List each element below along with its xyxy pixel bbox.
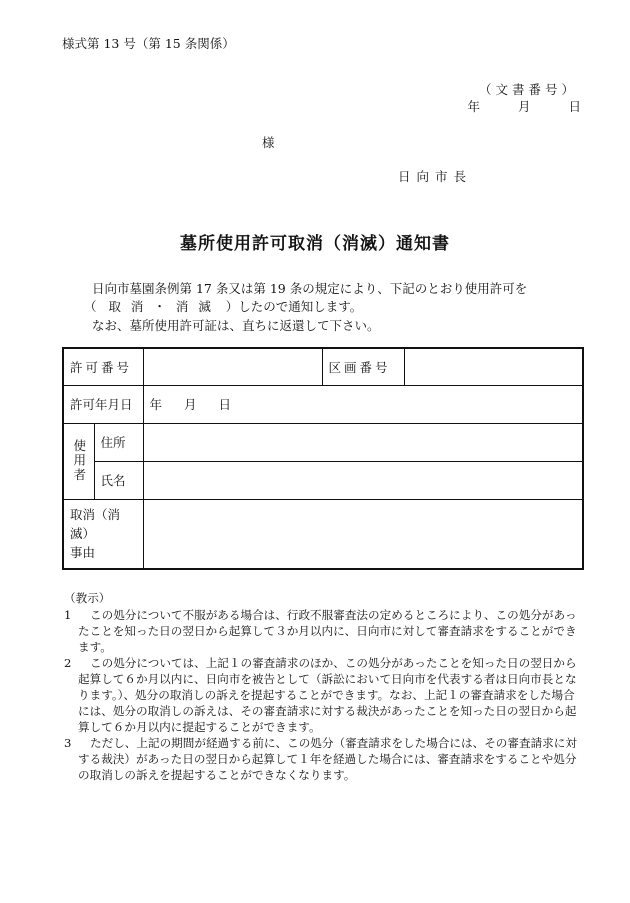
permit-number-row <box>63 348 583 385</box>
permit-date-row <box>63 385 583 423</box>
appeal-notice <box>64 590 586 783</box>
user-address-row <box>63 423 583 461</box>
document-title: 墓所使用許可取消（消滅）通知書 <box>180 234 450 254</box>
reason-row <box>63 499 583 569</box>
appeal-notice-item <box>64 735 586 783</box>
reason-label <box>63 499 143 569</box>
permit-number-field[interactable] <box>143 348 322 385</box>
date-month-label: 月 <box>517 99 531 114</box>
appeal-notice-item <box>64 607 586 655</box>
permit-info-table <box>62 347 584 570</box>
addressee-suffix: 様 <box>262 135 275 150</box>
user-label-text: 使用者 <box>71 439 87 483</box>
appeal-item-text: この処分については、上記１の審査請求のほか、この処分があったことを知った日の翌日から起算して６か月以内に、日向市を被告として（訴訟において日向市を代表する者は日向市長となります。）、処分の取消しの訴えを提起することができます。なお、上記１の審査請求をした場合には、処分の取消しの訴えは、その審査請求に対する裁決があったことを知った日の翌日から起算して６か月以内に提起することができます。 <box>78 656 577 734</box>
permit-date-month: 月 <box>184 397 197 412</box>
permit-number-label: 許可番号 <box>63 348 143 385</box>
user-label <box>63 423 94 499</box>
document-number: （文書番号） <box>478 82 578 97</box>
choice-open-paren: （ <box>84 299 97 314</box>
body-line-1: 日向市墓園条例第 17 条又は第 19 条の規定により、下記のとおり使用許可を <box>92 281 528 296</box>
issuer: 日向市長 <box>398 169 473 184</box>
name-label: 氏名 <box>94 461 143 499</box>
form-number: 様式第 13 号（第 15 条関係） <box>62 36 235 51</box>
reason-field[interactable] <box>143 499 583 569</box>
cancel-or-expire-choice: 取 消 ・ 消 滅 <box>108 299 214 314</box>
plot-number-field[interactable] <box>404 348 583 385</box>
plot-number-label: 区画番号 <box>322 348 404 385</box>
date-day-label: 日 <box>568 99 581 114</box>
name-field[interactable] <box>143 461 583 499</box>
appeal-item-number: 1 <box>64 608 72 622</box>
body-line-2 <box>84 297 362 315</box>
issue-date <box>467 97 581 115</box>
appeal-item-text: ただし、上記の期間が経過する前に、この処分（審査請求をした場合には、その審査請求に対する裁決）があった日の翌日から起算して１年を経過した場合には、審査請求をすることや処分の取消しの訴えを提起することができなくなります。 <box>78 736 577 782</box>
appeal-notice-heading: （教示） <box>64 591 111 605</box>
appeal-item-number: 2 <box>64 656 72 670</box>
reason-label-line-1: 取消（消滅） <box>70 507 121 542</box>
body-line-3: なお、墓所使用許可証は、直ちに返還して下さい。 <box>92 318 380 333</box>
address-field[interactable] <box>143 423 583 461</box>
date-year-label: 年 <box>467 99 480 114</box>
body-line-2-tail: ）したので通知します。 <box>225 299 363 314</box>
address-label: 住所 <box>94 423 143 461</box>
permit-date-label: 許可年月日 <box>63 385 143 423</box>
permit-date-year: 年 <box>149 397 163 412</box>
user-name-row <box>63 461 583 499</box>
appeal-item-number: 3 <box>64 736 72 750</box>
appeal-notice-item <box>64 655 586 735</box>
permit-date-day: 日 <box>218 397 232 412</box>
reason-label-line-2: 事由 <box>70 545 96 561</box>
permit-date-field[interactable] <box>143 385 583 423</box>
appeal-item-text: この処分について不服がある場合は、行政不服審査法の定めるところにより、この処分があったことを知った日の翌日から起算して３か月以内に、日向市に対して審査請求をすることができます。 <box>78 608 577 654</box>
